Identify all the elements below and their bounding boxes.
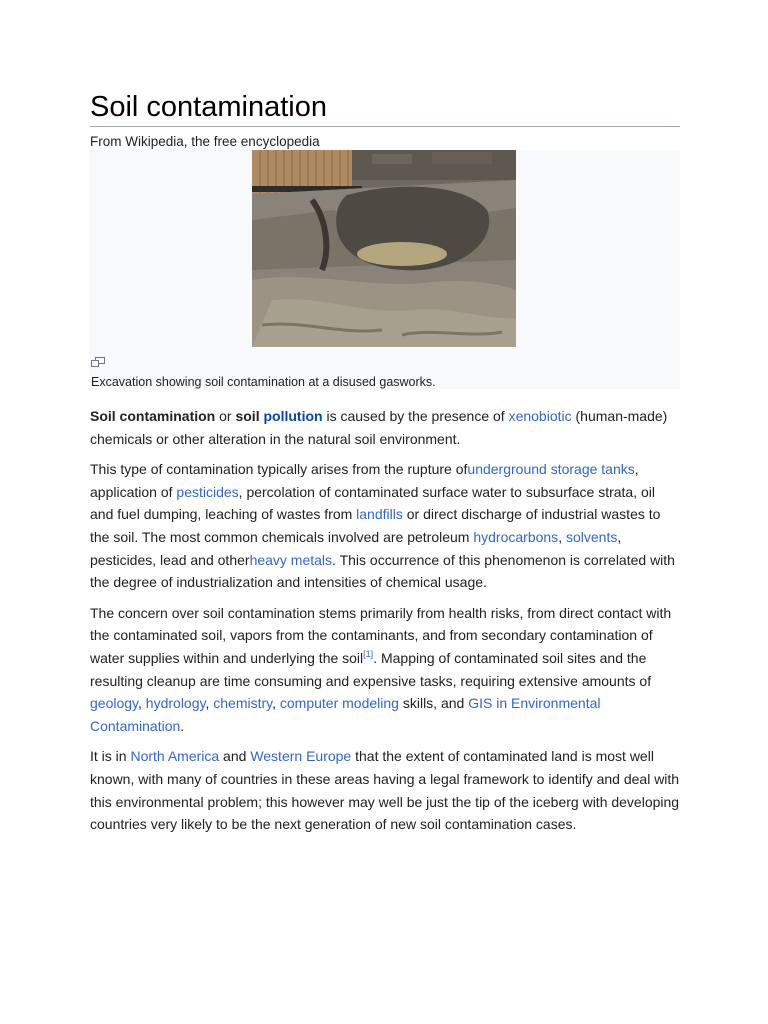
text-run: It is in	[90, 748, 131, 765]
link-computer-modeling[interactable]: computer modeling	[279, 695, 399, 712]
text-run: or	[215, 408, 236, 424]
text-run: and	[219, 748, 251, 765]
text-run: This type of contamination typically arises from the rupture of	[90, 461, 468, 478]
text-run: .	[180, 717, 185, 734]
text-run: or direct discharge of industrial wastes to the soil. The most common chemicals involved are petroleum	[90, 506, 661, 545]
text-run: is caused by the presence of	[322, 408, 509, 424]
link-geology[interactable]: geology	[90, 695, 139, 712]
paragraph-4	[90, 745, 682, 835]
bold-term: Soil contamination	[90, 408, 216, 424]
paragraph-3	[90, 602, 682, 738]
bold-term: soil	[235, 408, 260, 424]
link-western-europe[interactable]: Western Europe	[250, 748, 352, 765]
text-run: that the extent of contaminated land is most well known, with many of countries in these areas having a legal framework to identify and deal with this environmental problem; this however may well be just the tip of the iceberg with developing countries very likely to be the next generation of new soil contamination cases.	[90, 748, 680, 833]
text-run: (human-made) chemicals or other alteration in the natural soil environment.	[90, 408, 668, 447]
link-pesticides[interactable]: pesticides	[176, 483, 239, 500]
text-run: skills, and	[398, 695, 469, 712]
link-hydrocarbons[interactable]: hydrocarbons	[473, 528, 559, 545]
article-figure	[89, 150, 680, 389]
link-underground-storage-tanks[interactable]: underground storage tanks	[467, 461, 635, 478]
text-run: , percolation of contaminated surface water to subsurface strata, oil and fuel dumping, leaching of wastes from	[90, 483, 656, 523]
link-gis[interactable]: GIS in Environmental Contamination	[90, 695, 601, 734]
paragraph-2	[90, 458, 682, 594]
link-north-america[interactable]: North America	[130, 748, 220, 765]
text-run: , application of	[90, 461, 639, 500]
link-chemistry[interactable]: chemistry	[213, 695, 273, 712]
link-landfills[interactable]: landfills	[356, 506, 403, 523]
text-run: ,	[272, 695, 280, 712]
text-run: ,	[205, 695, 214, 712]
link-hydrology[interactable]: hydrology	[145, 695, 206, 712]
link-heavy-metals[interactable]: heavy metals	[249, 551, 333, 568]
magnify-icon[interactable]	[91, 357, 105, 367]
text-run: The concern over soil contamination stems primarily from health risks, from direct contact with the contaminated soil, vapors from the contaminants, and from secondary contamination of water supplies within and underlying the soil	[90, 604, 672, 666]
figure-caption: Excavation showing soil contamination at a disused gasworks.	[91, 375, 436, 389]
paragraph-1	[90, 405, 682, 450]
page-title: Soil contamination	[90, 91, 327, 123]
link-pollution[interactable]: pollution	[263, 408, 323, 424]
text-run: . This occurrence of this phenomenon is correlated with the degree of industrialization and intensities of chemical usage.	[90, 551, 675, 591]
excavation-photo[interactable]	[252, 150, 516, 347]
title-divider	[90, 126, 680, 127]
site-tagline: From Wikipedia, the free encyclopedia	[90, 134, 320, 149]
reference-link[interactable]: [1]	[363, 648, 374, 659]
link-xenobiotic[interactable]: xenobiotic	[508, 408, 572, 424]
link-solvents[interactable]: solvents	[565, 528, 618, 545]
text-run: . Mapping of contaminated soil sites and the resulting cleanup are time consuming and expensive tasks, requiring extensive amounts of	[90, 649, 652, 689]
article-body	[90, 405, 682, 844]
text-run: ,	[138, 695, 146, 712]
text-run: , pesticides, lead and other	[90, 528, 622, 568]
text-run: ,	[558, 528, 566, 545]
